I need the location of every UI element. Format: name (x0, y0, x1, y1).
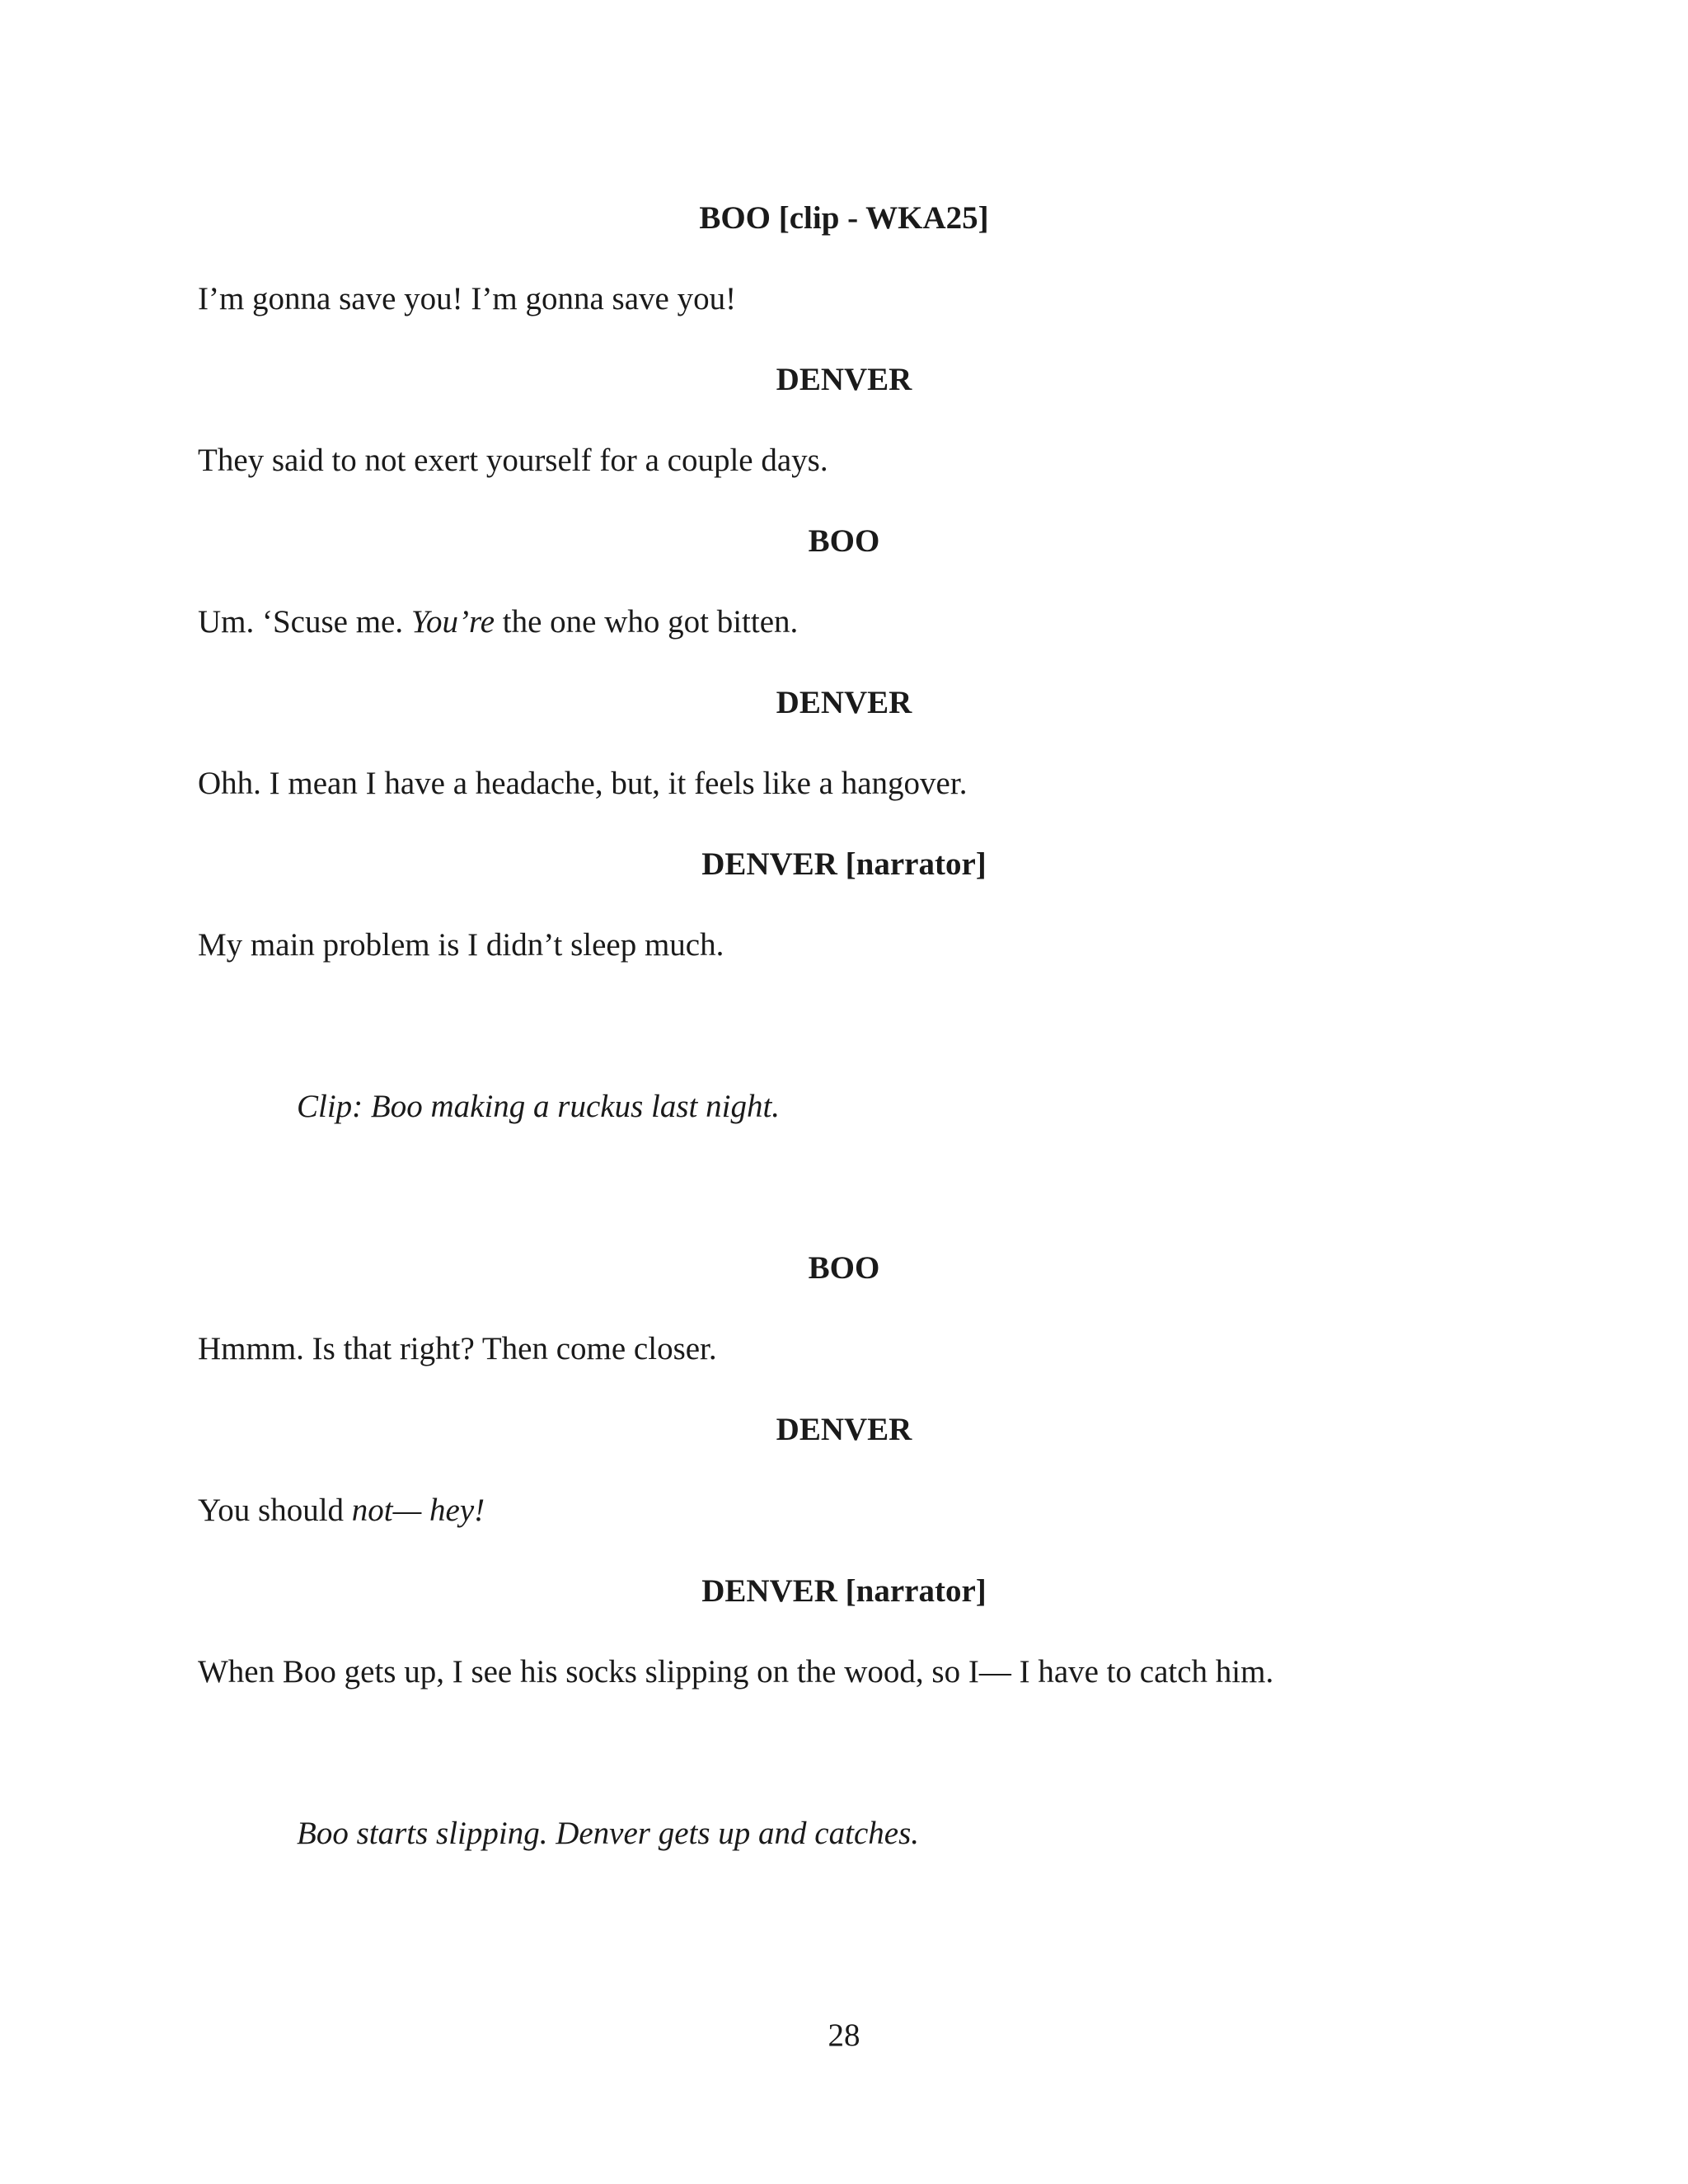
speaker-name: BOO (808, 1250, 880, 1286)
speaker-name: DENVER [narrator] (701, 1573, 987, 1609)
dialogue-line (198, 925, 724, 966)
dialogue-text: You should (198, 1493, 352, 1528)
dialogue-text: They said to not exert yourself for a couple days. (198, 443, 828, 478)
action-direction: Boo starts slipping. Denver gets up and catches. (297, 1816, 919, 1851)
dialogue-line (198, 279, 736, 320)
action-direction: Clip: Boo making a ruckus last night. (297, 1089, 781, 1124)
dialogue-emphasis: You’re (410, 604, 495, 640)
dialogue-line (198, 1490, 485, 1531)
dialogue-line (198, 602, 798, 643)
dialogue-text: My main problem is I didn’t sleep much. (198, 927, 724, 963)
speaker-name: BOO [clip - WKA25] (699, 200, 989, 236)
speaker-name: DENVER (776, 362, 912, 397)
dialogue-text: Ohh. I mean I have a headache, but, it feels like a hangover. (198, 766, 968, 801)
dialogue-text: Hmmm. Is that right? Then come closer. (198, 1331, 717, 1366)
dialogue-line (198, 1652, 1273, 1693)
dialogue-text: I’m gonna save you! I’m gonna save you! (198, 281, 737, 316)
dialogue-line (198, 440, 828, 481)
dialogue-text: the one who got bitten. (495, 604, 799, 640)
page-number: 28 (828, 2018, 860, 2053)
dialogue-text: When Boo gets up, I see his socks slipping on the wood, so I— I have to catch him. (198, 1654, 1274, 1690)
dialogue-line (198, 763, 967, 804)
speaker-name: DENVER (776, 685, 912, 720)
dialogue-line (198, 1329, 717, 1370)
dialogue-emphasis: not— hey! (351, 1493, 485, 1528)
speaker-name: DENVER (776, 1412, 912, 1447)
speaker-name: BOO (808, 523, 880, 559)
dialogue-text: Um. ‘Scuse me. (198, 604, 411, 640)
speaker-name: DENVER [narrator] (701, 846, 987, 882)
